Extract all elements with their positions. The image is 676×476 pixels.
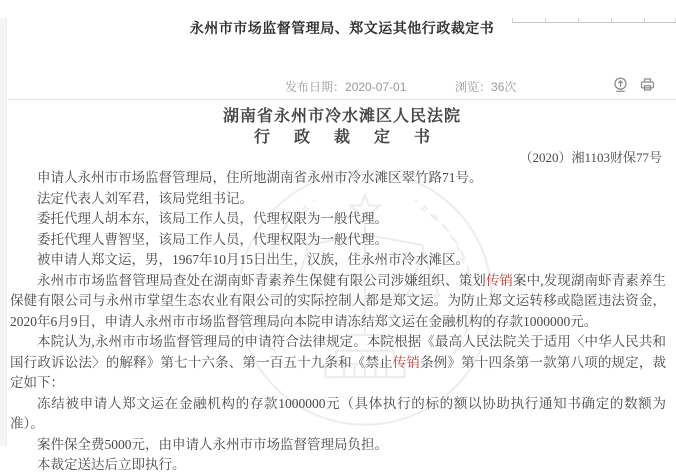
publish-date-label: 发布日期： xyxy=(285,80,346,94)
highlighted-term: 传销 xyxy=(392,354,421,370)
paragraph: 永州市市场监督管理局查处在湖南虾青素养生保健有限公司涉嫌组织、策划传销案中,发现湖南虾青素养生保健有限公司与永州市掌望生态农业有限公司的实际控制人都是郑文运。为防止郑文运转移或隐匿违法资金，2020年6月9日，申请人永州市市场监督管理局向本院申请冻结郑文运在金融机构的存款1000000元。 xyxy=(10,272,667,329)
document-type: 行 政 裁 定 书 xyxy=(253,129,440,146)
paragraph: 案件保全费5000元，由申请人永州市市场监督管理局负担。 xyxy=(37,436,388,452)
action-buttons xyxy=(612,76,656,93)
publish-date xyxy=(285,78,406,95)
paragraph: 申请人永州市市场监督管理局，住所地湖南省永州市冷水滩区翠竹路71号。 xyxy=(37,170,483,185)
meta-bar xyxy=(8,78,676,100)
article-page xyxy=(0,18,676,472)
highlighted-term: 传销 xyxy=(485,272,514,288)
page-title: 永州市市场监督管理局、郑文运其他行政裁定书 xyxy=(189,20,495,36)
view-count xyxy=(455,78,516,95)
ruling-document xyxy=(8,106,676,476)
paragraph: 委托代理人胡本东，该局工作人员，代理权限为一般代理。 xyxy=(37,211,388,226)
case-number: （2020）湘1103财保77号 xyxy=(519,150,662,165)
paragraph: 冻结被申请人郑文运在金融机构的存款1000000元（具体执行的标的额以协助执行通知书确定的数额为准）。 xyxy=(10,395,666,431)
share-upload-icon[interactable] xyxy=(612,76,629,93)
court-name: 湖南省永州市冷水滩区人民法院 xyxy=(222,108,461,125)
paragraph: 本裁定送达后立即执行。 xyxy=(37,457,186,472)
view-count-label: 浏览： xyxy=(455,80,492,94)
printer-icon[interactable] xyxy=(639,76,656,93)
paragraph: 委托代理人曹智坚，该局工作人员，代理权限为一般代理。 xyxy=(37,231,388,247)
paragraph: 本院认为,永州市市场监督管理局的申请符合法律规定。本院根据《最高人民法院关于适用〈中华人民共和国行政诉讼法〉的解释》第七十六条、第一百五十九条和《禁止传销条例》第十四条第一款第八项的规定，裁定如下： xyxy=(10,334,667,390)
paragraph: 法定代表人刘军君，该局党组书记。 xyxy=(37,190,253,206)
paragraph: 被申请人郑文运，男，1967年10月15日出生，汉族，住永州市冷水滩区。 xyxy=(37,252,469,267)
document-paragraphs xyxy=(10,168,666,476)
view-count-value: 36次 xyxy=(491,80,517,94)
publish-date-value: 2020-07-01 xyxy=(345,80,407,94)
